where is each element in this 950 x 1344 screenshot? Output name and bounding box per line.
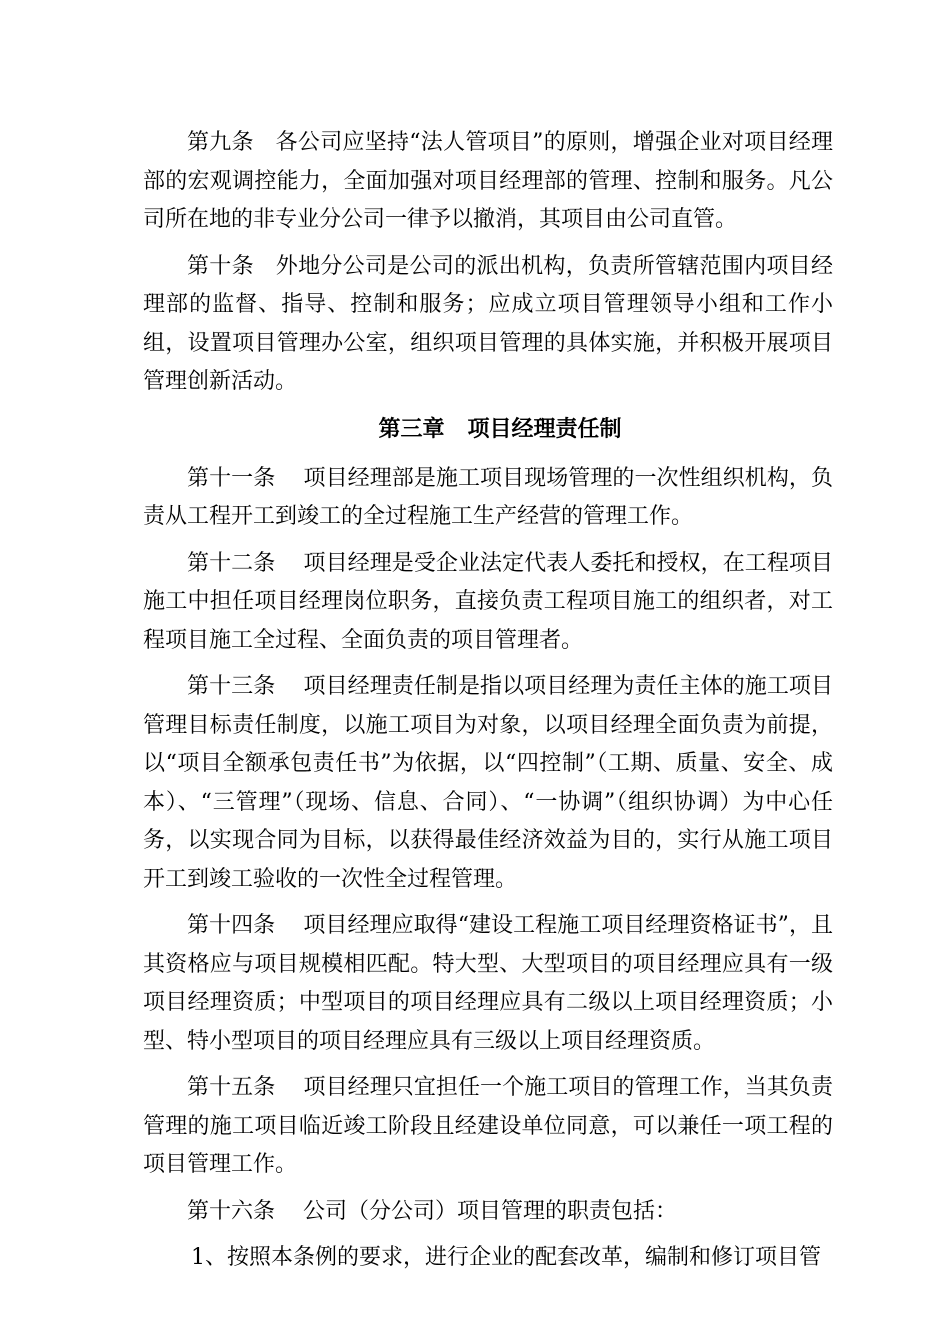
chapter-title: 项目经理责任制 [467,416,622,442]
article-label: 第十六条 [187,1198,276,1224]
chapter-heading [143,410,833,450]
article-label: 第十二条 [187,550,276,576]
article-label: 第十一条 [187,465,276,491]
list-item: 1、按照本条例的要求，进行企业的配套改革，编制和修订项目管 [191,1245,821,1270]
article-14 [143,907,833,1061]
article-text: 项目经理是受企业法定代表人委托和授权，在工程项目施工中担任项目经理岗位职务，直接负责工程项目施工的组织者，对工程项目施工全过程、全面负责的项目管理者。 [143,550,833,653]
article-label: 第九条 [187,130,254,155]
article-label: 第十条 [187,253,254,279]
article-text: 项目经理责任制是指以项目经理为责任主体的施工项目管理目标责任制度，以施工项目为对象，以项目经理全面负责为前提，以“项目全额承包责任书”为依据，以“四控制”（工期、质量、安全、成本）、“三管理”（现场、信息、合同）、“一协调”（组织协调）为中心任务，以实现合同为目标，以获得最佳经济效益为目的，实行从施工项目开工到竣工验收的一次性全过程管理。 [143,674,833,892]
article-text: 项目经理只宜担任一个施工项目的管理工作，当其负责管理的施工项目临近竣工阶段且经建设单位同意，可以兼任一项工程的项目管理工作。 [143,1075,833,1177]
article-9 [143,124,833,240]
article-15 [143,1069,833,1185]
article-label: 第十三条 [187,674,276,699]
article-10 [143,248,833,402]
article-16 [143,1193,833,1232]
article-12 [143,545,833,661]
article-text: 各公司应坚持“法人管项目”的原则，增强企业对项目经理部的宏观调控能力，全面加强对项目经理部的管理、控制和服务。凡公司所在地的非专业分公司一律予以撤消，其项目由公司直管。 [143,130,833,232]
article-13 [143,668,833,899]
article-11 [143,460,833,537]
document-body [143,124,833,1286]
article-label: 第十五条 [187,1075,276,1100]
article-text: 项目经理应取得“建设工程施工项目经理资格证书”，且其资格应与项目规模相匹配。特大型、大型项目的项目经理应具有一级项目经理资质；中型项目的项目经理应具有二级以上项目经理资质；小型、特小型项目的项目经理应具有三级以上项目经理资质。 [143,913,833,1054]
article-text: 公司（分公司）项目管理的职责包括： [303,1198,678,1224]
article-label: 第十四条 [187,913,276,938]
chapter-number: 第三章 [378,416,445,442]
article-text: 外地分公司是公司的派出机构，负责所管辖范围内项目经理部的监督、指导、控制和服务；应成立项目管理领导小组和工作小组，设置项目管理办公室，组织项目管理的具体实施，并积极开展项目管理创新活动。 [143,253,833,394]
article-text: 项目经理部是施工项目现场管理的一次性组织机构，负责从工程开工到竣工的全过程施工生产经营的管理工作。 [143,465,833,529]
